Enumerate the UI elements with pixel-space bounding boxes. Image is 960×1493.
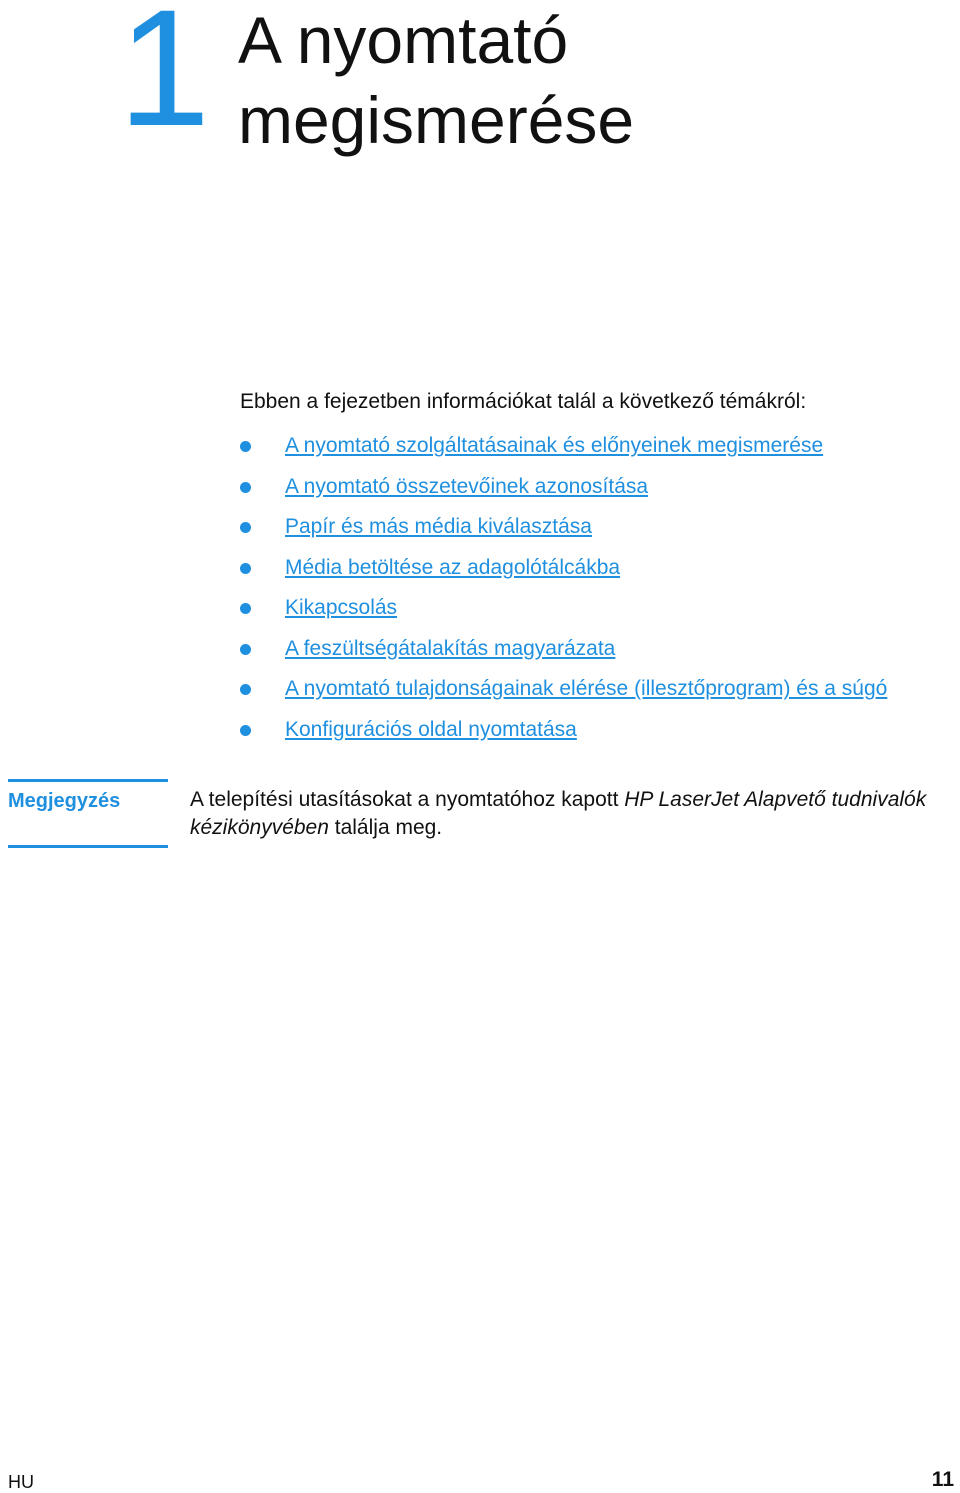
bullet-icon (240, 522, 251, 533)
topic-link[interactable]: Média betöltése az adagolótálcákba (285, 555, 621, 579)
page-number: 11 (931, 1468, 954, 1491)
note-text-italic: HP LaserJet Alapvető tudnivalók kézikönyvében (190, 788, 927, 839)
topic-link[interactable]: Kikapcsolás (285, 596, 398, 619)
list-item (240, 473, 887, 514)
list-item (240, 675, 887, 716)
list-item (240, 635, 887, 676)
topic-link[interactable]: Papír és más média kiválasztása (285, 515, 592, 538)
chapter-title (238, 0, 634, 160)
bullet-icon (240, 684, 251, 695)
list-item (240, 513, 887, 554)
topic-link[interactable]: A feszültségátalakítás magyarázata (285, 636, 616, 660)
bullet-icon (240, 482, 251, 493)
note-divider-top (8, 779, 168, 782)
bullet-icon (240, 563, 251, 574)
chapter-title-line-1: A nyomtató (238, 3, 569, 77)
bullet-icon (240, 725, 251, 736)
bullet-icon (240, 644, 251, 655)
chapter-number: 1 (118, 0, 211, 161)
note-text-after: találja meg. (328, 816, 443, 839)
topic-link[interactable]: A nyomtató összetevőinek azonosítása (285, 474, 649, 498)
topic-link[interactable]: A nyomtató tulajdonságainak elérése (illesztőprogram) és a súgó (285, 677, 888, 700)
topic-link[interactable]: Konfigurációs oldal nyomtatása (285, 717, 577, 741)
list-item (240, 432, 887, 473)
footer-language: HU (8, 1472, 34, 1492)
list-item (240, 716, 887, 757)
topic-link[interactable]: A nyomtató szolgáltatásainak és előnyeinek megismerése (285, 434, 824, 457)
note-label: Megjegyzés (8, 790, 121, 812)
bullet-icon (240, 603, 251, 614)
list-item (240, 594, 887, 635)
chapter-title-line-2: megismerése (238, 83, 635, 157)
intro-text: Ebben a fejezetben információkat talál a következő témákról: (240, 390, 807, 413)
note-text-before: A telepítési utasításokat a nyomtatóhoz kapott (190, 788, 625, 811)
list-item (240, 554, 887, 595)
note-text (190, 786, 950, 842)
topic-list (240, 432, 887, 756)
bullet-icon (240, 441, 251, 452)
note-divider-bottom (8, 845, 168, 848)
